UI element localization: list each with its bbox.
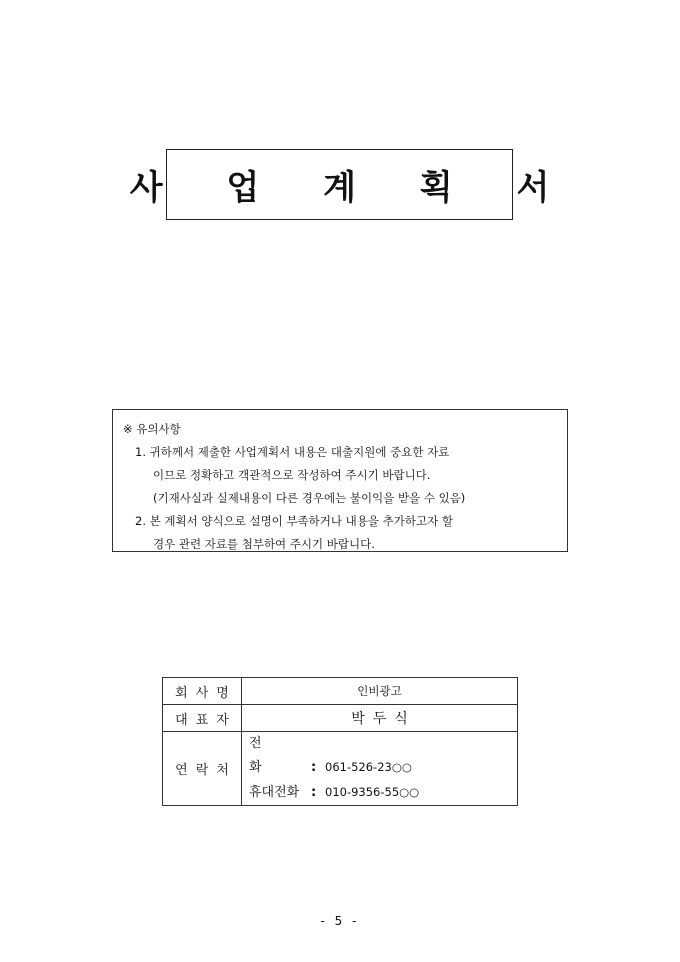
company-row [163,678,518,705]
mobile-colon: : [311,785,317,800]
representative-label: 대표자 [163,705,242,732]
contact-label: 연락처 [163,732,242,806]
representative-value: 박두식 [242,705,518,732]
notice-item-1-line-3: (기재사실과 실제내용이 다른 경우에는 불이익을 받을 수 있음) [153,491,466,505]
representative-row [163,705,518,732]
page-number: - 5 - [320,914,360,928]
phone-line [249,732,517,780]
notice-box [112,409,568,552]
company-info-table [162,677,518,806]
phone-value: 061-526-23○○ [325,760,412,774]
title-box [129,149,576,220]
contact-row [163,732,518,806]
notice-item-2-line-1: 2. 본 계획서 양식으로 설명이 부족하거나 내용을 추가하고자 할 [135,514,453,528]
notice-item-2-line-2: 경우 관련 자료를 첨부하여 주시기 바랍니다. [153,537,375,551]
company-name-value: 인비광고 [242,678,518,705]
notice-item-1-line-1: 1. 귀하께서 제출한 사업계획서 내용은 대출지원에 중요한 자료 [135,445,450,459]
mobile-value: 010-9356-55○○ [325,785,420,799]
document-title: 사 업 계 획 서 [129,168,576,208]
contact-value [242,732,518,806]
notice-heading: ※ 유의사항 [123,422,181,436]
mobile-key: 휴대전화 [249,785,300,800]
phone-colon: : [311,760,317,775]
mobile-line [249,780,517,805]
company-name-label: 회사명 [163,678,242,705]
phone-key: 전화 [249,736,284,775]
notice-item-1-line-2: 이므로 정확하고 객관적으로 작성하여 주시기 바랍니다. [153,468,431,482]
